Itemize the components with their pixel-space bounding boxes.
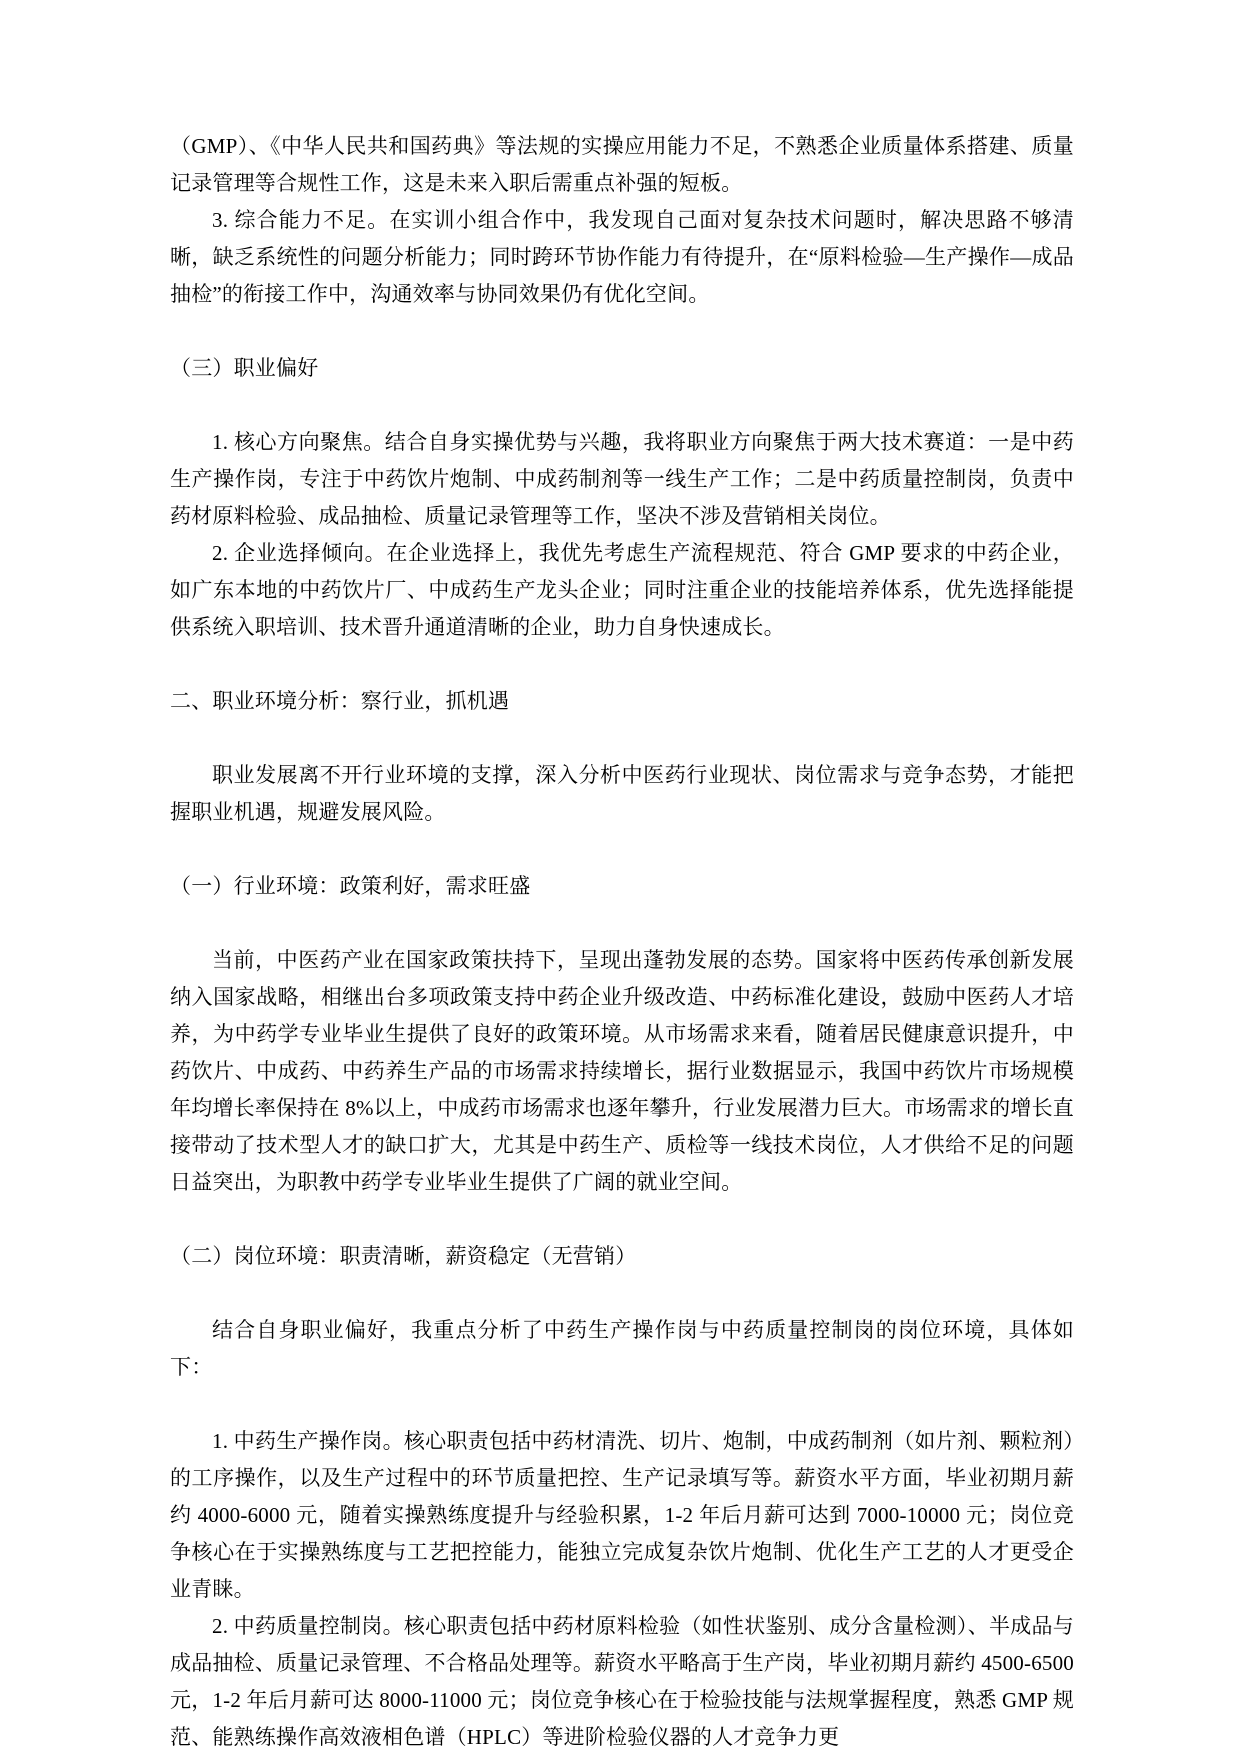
- section-heading-career-preference: （三）职业偏好: [170, 356, 319, 380]
- body-paragraph: 3. 综合能力不足。在实训小组合作中，我发现自己面对复杂技术问题时，解决思路不够清晰，缺乏系统性的问题分析能力；同时跨环节协作能力有待提升，在“原料检验—生产操作—成品抽检”的衔接工作中，沟通效率与协同效果仍有优化空间。: [170, 208, 1074, 306]
- body-paragraph: 职业发展离不开行业环境的支撑，深入分析中医药行业现状、岗位需求与竞争态势，才能把握职业机遇，规避发展风险。: [170, 763, 1074, 824]
- body-paragraph: 结合自身职业偏好，我重点分析了中药生产操作岗与中药质量控制岗的岗位环境，具体如下：: [170, 1318, 1074, 1379]
- body-paragraph: （GMP）、《中华人民共和国药典》等法规的实操应用能力不足，不熟悉企业质量体系搭建、质量记录管理等合规性工作，这是未来入职后需重点补强的短板。: [170, 134, 1074, 195]
- body-paragraph: 2. 企业选择倾向。在企业选择上，我优先考虑生产流程规范、符合 GMP 要求的中药企业，如广东本地的中药饮片厂、中成药生产龙头企业；同时注重企业的技能培养体系，优先选择能提供系统入职培训、技术晋升通道清晰的企业，助力自身快速成长。: [170, 541, 1074, 639]
- section-heading-job-environment: （二）岗位环境：职责清晰，薪资稳定（无营销）: [170, 1244, 637, 1268]
- section-heading-career-environment-analysis: 二、职业环境分析：察行业，抓机遇: [170, 689, 510, 713]
- body-paragraph: 1. 中药生产操作岗。核心职责包括中药材清洗、切片、炮制，中成药制剂（如片剂、颗粒剂）的工序操作，以及生产过程中的环节质量把控、生产记录填写等。薪资水平方面，毕业初期月薪约 4000-6000 元，随着实操熟练度提升与经验积累，1-2 年后月薪可达到 7000-10000 元；岗位竞争核心在于实操熟练度与工艺把控能力，能独立完成复杂饮片炮制、优化生产工艺的人才更受企业青睐。: [170, 1429, 1074, 1601]
- section-heading-industry-environment: （一）行业环境：政策利好，需求旺盛: [170, 874, 531, 898]
- body-paragraph: 2. 中药质量控制岗。核心职责包括中药材原料检验（如性状鉴别、成分含量检测）、半成品与成品抽检、质量记录管理、不合格品处理等。薪资水平略高于生产岗，毕业初期月薪约 4500-6500 元，1-2 年后月薪可达 8000-11000 元；岗位竞争核心在于检验技能与法规掌握程度，熟悉 GMP 规范、能熟练操作高效液相色谱（HPLC）等进阶检验仪器的人才竞争力更: [170, 1614, 1074, 1749]
- body-paragraph: 当前，中医药产业在国家政策扶持下，呈现出蓬勃发展的态势。国家将中医药传承创新发展纳入国家战略，相继出台多项政策支持中药企业升级改造、中药标准化建设，鼓励中医药人才培养，为中药学专业毕业生提供了良好的政策环境。从市场需求来看，随着居民健康意识提升，中药饮片、中成药、中药养生产品的市场需求持续增长，据行业数据显示，我国中药饮片市场规模年均增长率保持在 8%以上，中成药市场需求也逐年攀升，行业发展潜力巨大。市场需求的增长直接带动了技术型人才的缺口扩大，尤其是中药生产、质检等一线技术岗位，人才供给不足的问题日益突出，为职教中药学专业毕业生提供了广阔的就业空间。: [170, 948, 1074, 1194]
- body-paragraph: 1. 核心方向聚焦。结合自身实操优势与兴趣，我将职业方向聚焦于两大技术赛道：一是中药生产操作岗，专注于中药饮片炮制、中成药制剂等一线生产工作；二是中药质量控制岗，负责中药材原料检验、成品抽检、质量记录管理等工作，坚决不涉及营销相关岗位。: [170, 430, 1074, 528]
